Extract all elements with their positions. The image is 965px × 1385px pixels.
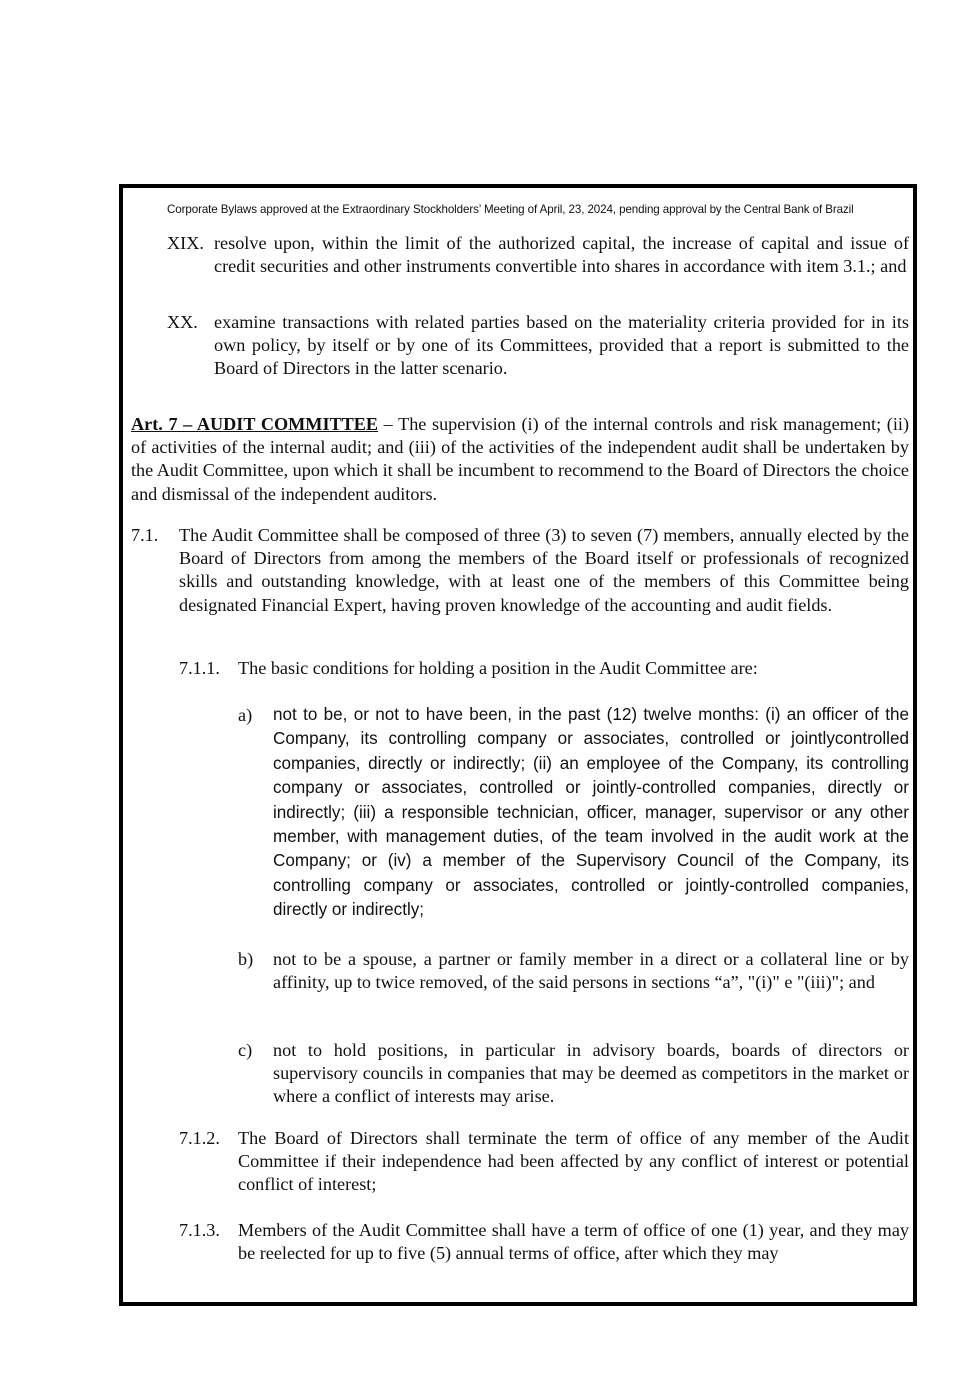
item-number: XIX.	[167, 233, 204, 253]
subsection-number: 7.1.1.	[179, 658, 220, 678]
condition-text: not to hold positions, in particular in advisory boards, boards of directors or supervisory councils in companies that may be deemed as competitors in the market or where a conflict of interests may arise.	[273, 1040, 909, 1107]
item-text: resolve upon, within the limit of the authorized capital, the increase of capital and issue of credit securities and other instruments convertible into shares in accordance with item 3.1.; and	[214, 233, 909, 277]
section-text: The Audit Committee shall be composed of three (3) to seven (7) members, annually elected by the Board of Directors from among the members of the Board itself or professionals of recognized skills and outstanding knowledge, with at least one of the members of this Committee being designated Financial Expert, having proven knowledge of the accounting and audit fields.	[179, 525, 909, 615]
item-text: examine transactions with related parties based on the materiality criteria provided for in its own policy, by itself or by one of its Committees, provided that a report is submitted to the Board of Directors in the latter scenario.	[214, 312, 909, 379]
document-frame	[119, 184, 917, 1306]
article-text: – The supervision (i) of the internal controls and risk management; (ii) of activities of the internal audit; and (iii) of the activities of the independent audit shall be undertaken by the Audit Committee, upon which it shall be incumbent to recommend to the Board of Directors the choice and dismissal of the independent auditors.	[131, 414, 909, 504]
subsection-text: The Board of Directors shall terminate the term of office of any member of the Audit Committee if their independence had been affected by any conflict of interest or potential conflict of interest;	[238, 1128, 909, 1195]
condition-text: not to be a spouse, a partner or family member in a direct or a collateral line or by affinity, up to twice removed, of the said persons in sections “a”, "(i)" e "(iii)"; and	[273, 949, 909, 993]
item-number: XX.	[167, 312, 198, 332]
article-title: Art. 7 – AUDIT COMMITTEE	[131, 414, 379, 434]
subsection-text: The basic conditions for holding a position in the Audit Committee are:	[238, 658, 758, 678]
condition-text: not to be, or not to have been, in the past (12) twelve months: (i) an officer of the Company, its controlling company or associates, controlled or jointlycontrolled companies, directly or indirectly; (ii) an employee of the Company, its controlling company or associates, controlled or jointly-controlled companies, directly or indirectly; (iii) a responsible technician, officer, manager, supervisor or any other member, with management duties, of the team involved in the audit work at the Company; or (iv) a member of the Supervisory Council of the Company, its controlling company or associates, controlled or jointly-controlled companies, directly or indirectly;	[273, 705, 909, 920]
section-number: 7.1.	[131, 525, 159, 545]
condition-letter: c)	[238, 1040, 253, 1060]
page-header: Corporate Bylaws approved at the Extraordinary Stockholders’ Meeting of April, 23, 2024, pending approval by the Central Bank of Brazil	[167, 203, 854, 216]
subsection-number: 7.1.3.	[179, 1220, 220, 1240]
subsection-number: 7.1.2.	[179, 1128, 220, 1148]
condition-letter: a)	[238, 705, 253, 725]
subsection-text: Members of the Audit Committee shall have a term of office of one (1) year, and they may be reelected for up to five (5) annual terms of office, after which they may	[238, 1220, 909, 1264]
article-paragraph	[131, 413, 909, 506]
condition-letter: b)	[238, 949, 254, 969]
